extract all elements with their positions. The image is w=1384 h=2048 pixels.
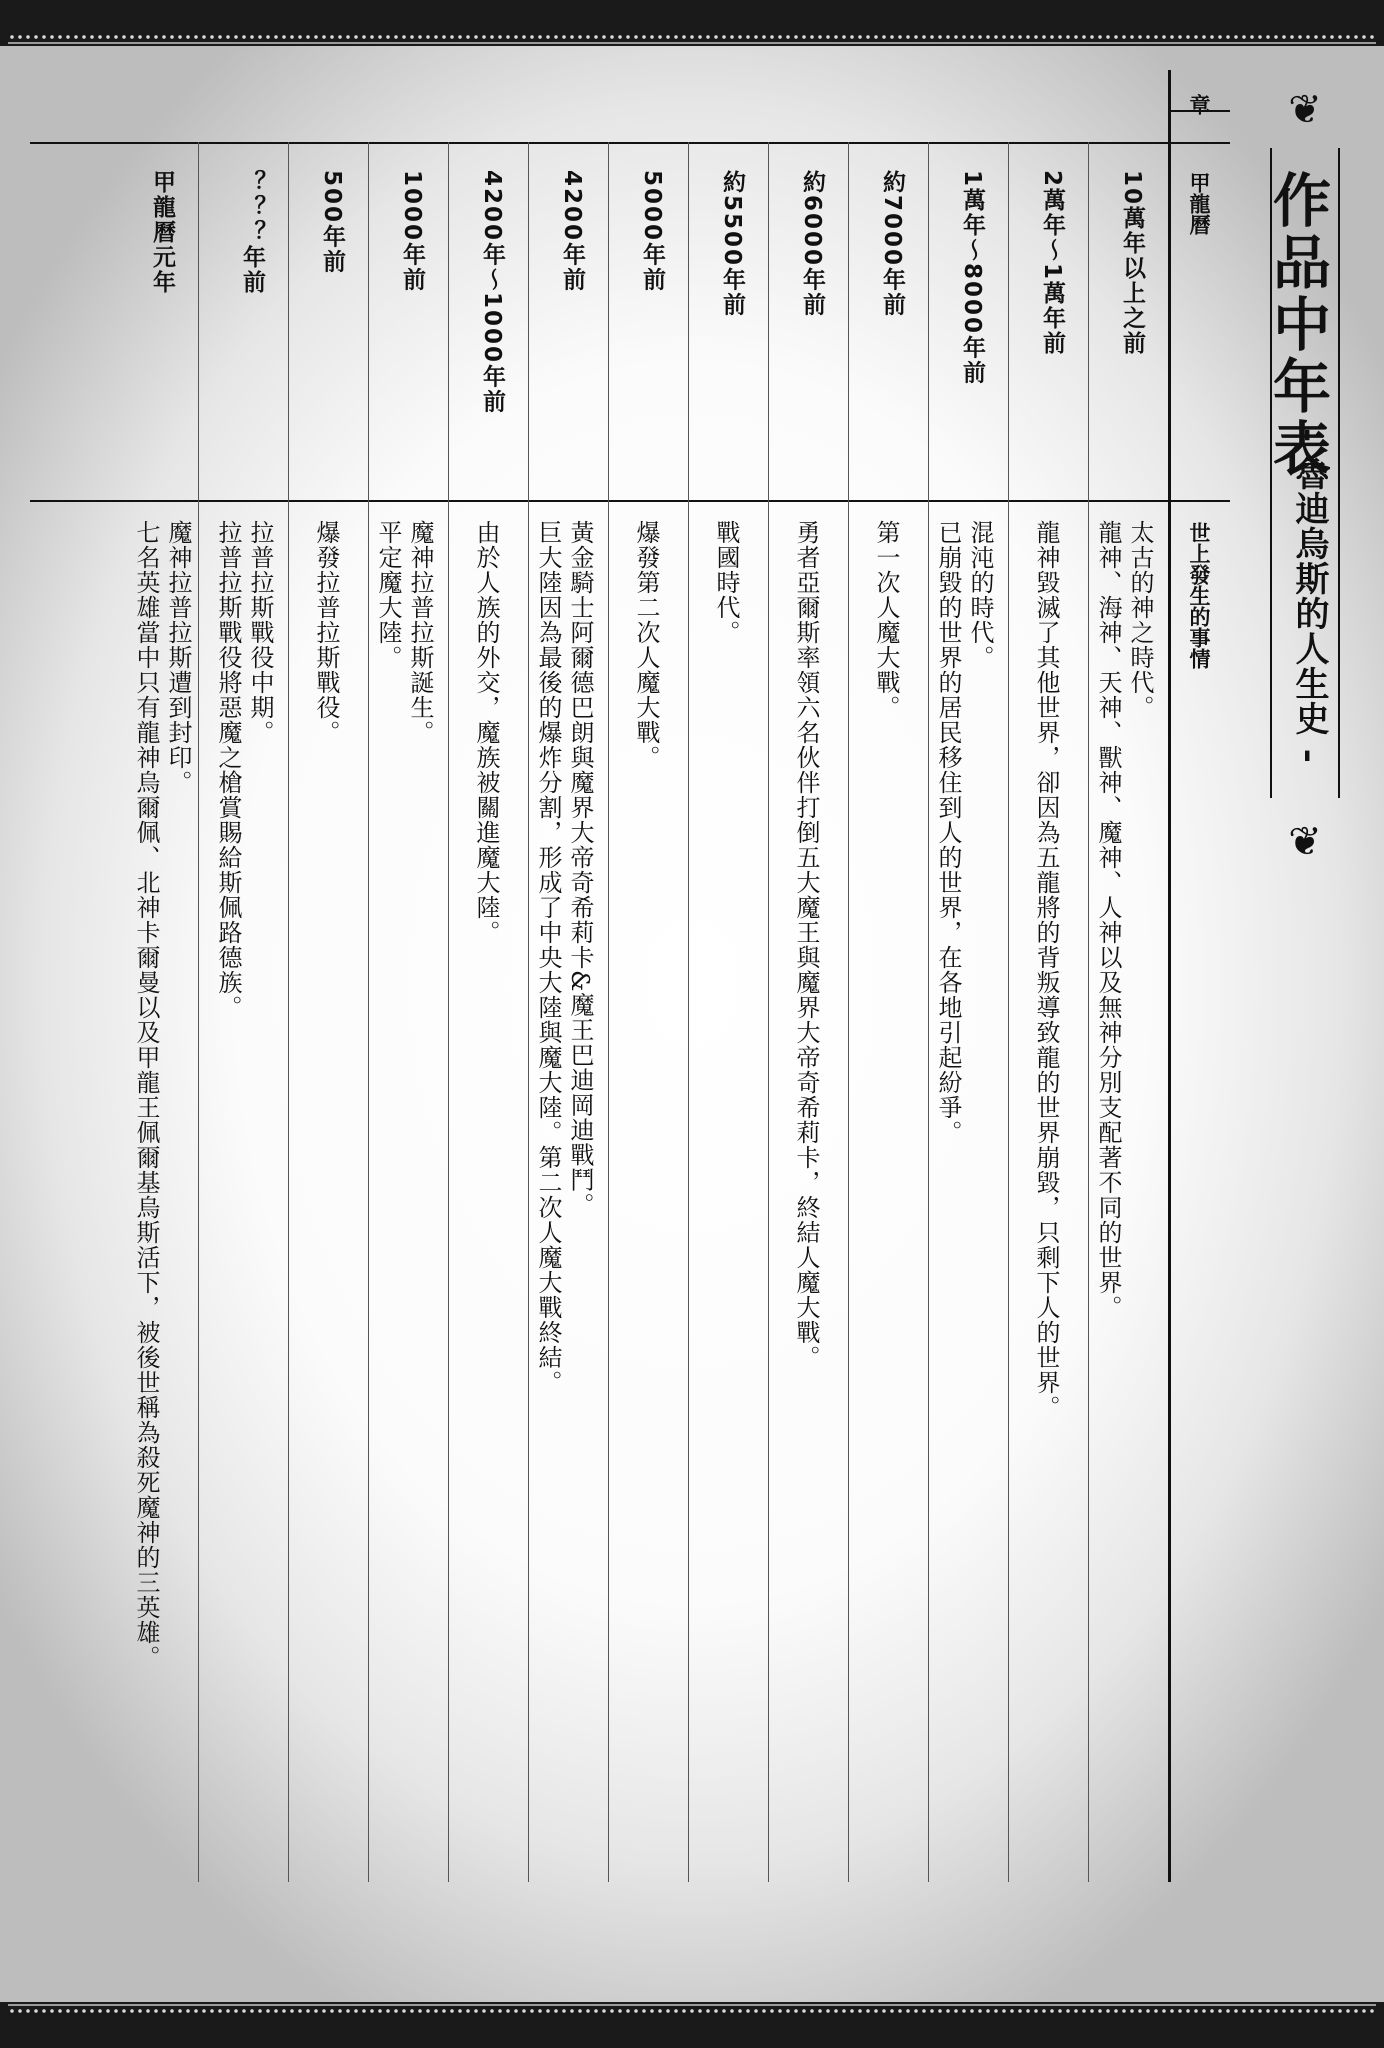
event-cell: 太古的神之時代。 龍神、海神、天神、獸神、魔神、人神以及無神分別支配著不同的世界。 [1094, 520, 1154, 1320]
page-subtitle: - 魯迪烏斯的人生史 - [1289, 428, 1329, 764]
event-cell: 魔神拉普拉斯誕生。 平定魔大陸。 [374, 520, 434, 745]
row-separator [688, 142, 689, 1882]
event-cell: 由於人族的外交，魔族被關進魔大陸。 [472, 520, 500, 945]
header-era: 甲龍曆 [1187, 172, 1211, 235]
row-separator [198, 142, 199, 1882]
era-cell: 10萬年以上之前 [1119, 170, 1145, 357]
row-separator [288, 142, 289, 1882]
event-cell: 混沌的時代。 已崩毀的世界的居民移住到人的世界，在各地引起紛爭。 [934, 520, 994, 1145]
era-cell: ？？？年前 [239, 170, 265, 295]
row-separator [928, 142, 929, 1882]
event-cell: 拉普拉斯戰役中期。 拉普拉斯戰役將惡魔之槍賞賜給斯佩路德族。 [214, 520, 274, 1020]
ornament-top-icon: ❦ [1288, 87, 1322, 133]
row-separator [528, 142, 529, 1882]
era-top-rule [30, 142, 1230, 144]
era-cell: 500年前 [319, 170, 345, 275]
era-cell: 約6000年前 [799, 170, 825, 318]
ornament-bottom-icon: ❦ [1288, 819, 1322, 865]
era-cell: 4200年前 [559, 170, 585, 293]
row-separator [448, 142, 449, 1882]
event-cell: 第一次人魔大戰。 [872, 520, 900, 720]
header-chapter: 章 [1187, 94, 1211, 115]
event-cell: 魔神拉普拉斯遭到封印。 七名英雄當中只有龍神烏爾佩、北神卡爾曼以及甲龍王佩爾基烏斯活下，被後世稱為殺死魔神的三英雄。 [132, 520, 192, 1670]
event-cell: 戰國時代。 [712, 520, 740, 645]
era-cell: 約5500年前 [719, 170, 745, 318]
era-cell: 甲龍曆元年 [149, 170, 175, 295]
row-separator [608, 142, 609, 1882]
top-border [0, 0, 1384, 46]
header-column-border [1168, 70, 1171, 1882]
title-frame-right-line [1338, 148, 1340, 798]
era-bottom-rule [30, 500, 1230, 502]
row-separator [1088, 142, 1089, 1882]
top-border-dots [8, 34, 1376, 40]
event-cell: 勇者亞爾斯率領六名伙伴打倒五大魔王與魔界大帝奇希莉卡，終結人魔大戰。 [792, 520, 820, 1370]
event-cell: 爆發第二次人魔大戰。 [632, 520, 660, 770]
bottom-border-dots [8, 2008, 1376, 2014]
row-separator [368, 142, 369, 1882]
row-separator [848, 142, 849, 1882]
era-cell: 2萬年～1萬年前 [1039, 170, 1065, 357]
era-cell: 1萬年～8000年前 [959, 170, 985, 386]
header-events: 世上發生的事情 [1187, 522, 1211, 669]
event-cell: 黃金騎士阿爾德巴朗與魔界大帝奇希莉卡&魔王巴迪岡迪戰鬥。 巨大陸因為最後的爆炸分割，形成了中央大陸與魔大陸。第二次人魔大戰終結。 [534, 520, 594, 1395]
event-cell: 爆發拉普拉斯戰役。 [312, 520, 340, 745]
page-title: 作品中年表 [1263, 170, 1331, 480]
row-separator [1008, 142, 1009, 1882]
timeline-table [30, 70, 1230, 1882]
era-cell: 5000年前 [639, 170, 665, 293]
row-separator [768, 142, 769, 1882]
event-cell: 龍神毀滅了其他世界，卻因為五龍將的背叛導致龍的世界崩毀，只剩下人的世界。 [1032, 520, 1060, 1420]
bottom-border [0, 2002, 1384, 2048]
era-cell: 4200年～1000年前 [479, 170, 505, 415]
era-cell: 1000年前 [399, 170, 425, 293]
era-cell: 約7000年前 [879, 170, 905, 318]
top-border-rule [8, 42, 1376, 44]
bottom-border-rule [8, 2004, 1376, 2006]
